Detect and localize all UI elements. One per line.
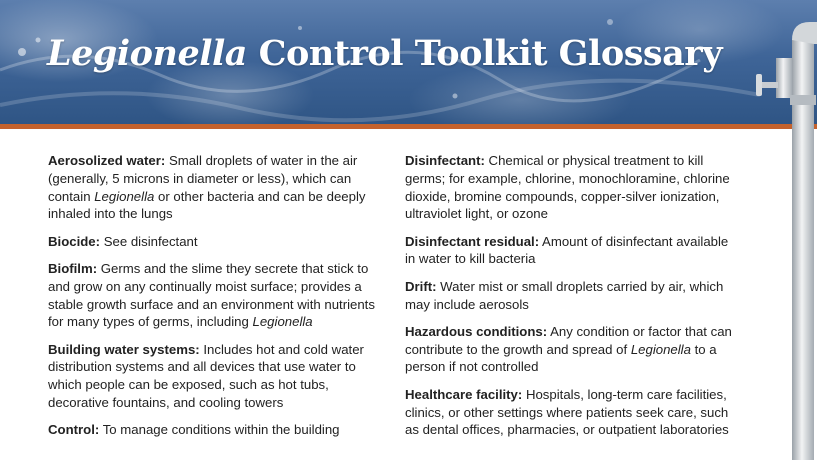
glossary-entry-healthcare-facility [405, 386, 735, 439]
water-droplet [298, 26, 302, 30]
glossary-definition: Hospitals, long-term care facilities, clinics, or other settings where patients seek care, such as dental offices, pharmacies, or outpatient laboratories [405, 386, 729, 438]
glossary-column-left [48, 152, 378, 449]
page-title [47, 33, 722, 74]
glossary-definition-emphasis: Legionella [630, 341, 691, 357]
glossary-term: Drift: [405, 278, 437, 294]
glossary-entry-drift [405, 278, 735, 314]
accent-rule [0, 124, 817, 129]
glossary-definition: Germs and the slime they secrete that stick to and grow on any continually moist surface; provides a stable growth surface and an environment with nutrients for many types of germs, including [48, 260, 375, 330]
glossary-term: Aerosolized water: [48, 153, 166, 168]
glossary-definition: to a person if not controlled [405, 341, 717, 375]
water-pipe-icon [748, 0, 817, 460]
header-banner [0, 0, 817, 124]
glossary-definition: To manage conditions within the building [102, 422, 340, 438]
glossary-definition: Includes hot and cold water distribution systems and all devices that use water to which people can be exposed, such as hot tubs, decorative fountains, and cooling towers [48, 341, 364, 411]
glossary-term: Biocide: [48, 233, 101, 249]
water-droplet [36, 38, 41, 43]
water-droplet [453, 94, 458, 99]
title-organism: Legionella [47, 33, 247, 74]
glossary-definition: See disinfectant [103, 233, 198, 249]
valve-stem [762, 82, 778, 88]
water-droplet [18, 48, 26, 56]
glossary-entry-aerosolized-water [48, 152, 378, 223]
glossary-column-right [405, 152, 735, 449]
glossary-term: Disinfectant: [405, 153, 485, 168]
glossary-definition: Amount of disinfectant available in water to kill bacteria [405, 233, 729, 267]
glossary-entry-disinfectant [405, 152, 735, 223]
glossary-term: Biofilm: [48, 260, 98, 276]
glossary-term: Building water systems: [48, 341, 200, 357]
glossary-definition: Water mist or small droplets carried by air, which may include aerosols [405, 278, 724, 312]
glossary-entry-control [48, 421, 378, 439]
glossary-entry-hazardous-conditions [405, 323, 735, 376]
title-rest: Control Toolkit Glossary [258, 33, 723, 74]
glossary-term: Hazardous conditions: [405, 323, 548, 339]
glossary-entry-building-water-systems [48, 341, 378, 412]
glossary-definition: or other bacteria and can be deeply inhaled into the lungs [48, 188, 366, 222]
glossary-definition: Small droplets of water in the air (generally, 5 microns in diameter or less), which can contain [48, 153, 358, 204]
glossary-term: Disinfectant residual: [405, 233, 540, 249]
glossary-definition: Chemical or physical treatment to kill germs; for example, chlorine, monochloramine, chlorine dioxide, bromine compounds, copper-silver ionization, ultraviolet light, or ozone [405, 153, 730, 222]
water-droplet [607, 19, 613, 25]
pipe-outlet [776, 58, 792, 98]
glossary-definition: Any condition or factor that can contribute to the growth and spread of [405, 323, 732, 357]
pipe-coupling [790, 95, 816, 105]
glossary-term: Healthcare facility: [405, 386, 523, 402]
glossary-term: Control: [48, 422, 100, 438]
glossary-definition-emphasis: Legionella [252, 314, 313, 330]
glossary-entry-biofilm [48, 260, 378, 331]
glossary-entry-biocide [48, 233, 378, 251]
valve-handle [756, 74, 762, 96]
glossary-definition-emphasis: Legionella [94, 188, 155, 204]
glossary-entry-disinfectant-residual [405, 233, 735, 269]
